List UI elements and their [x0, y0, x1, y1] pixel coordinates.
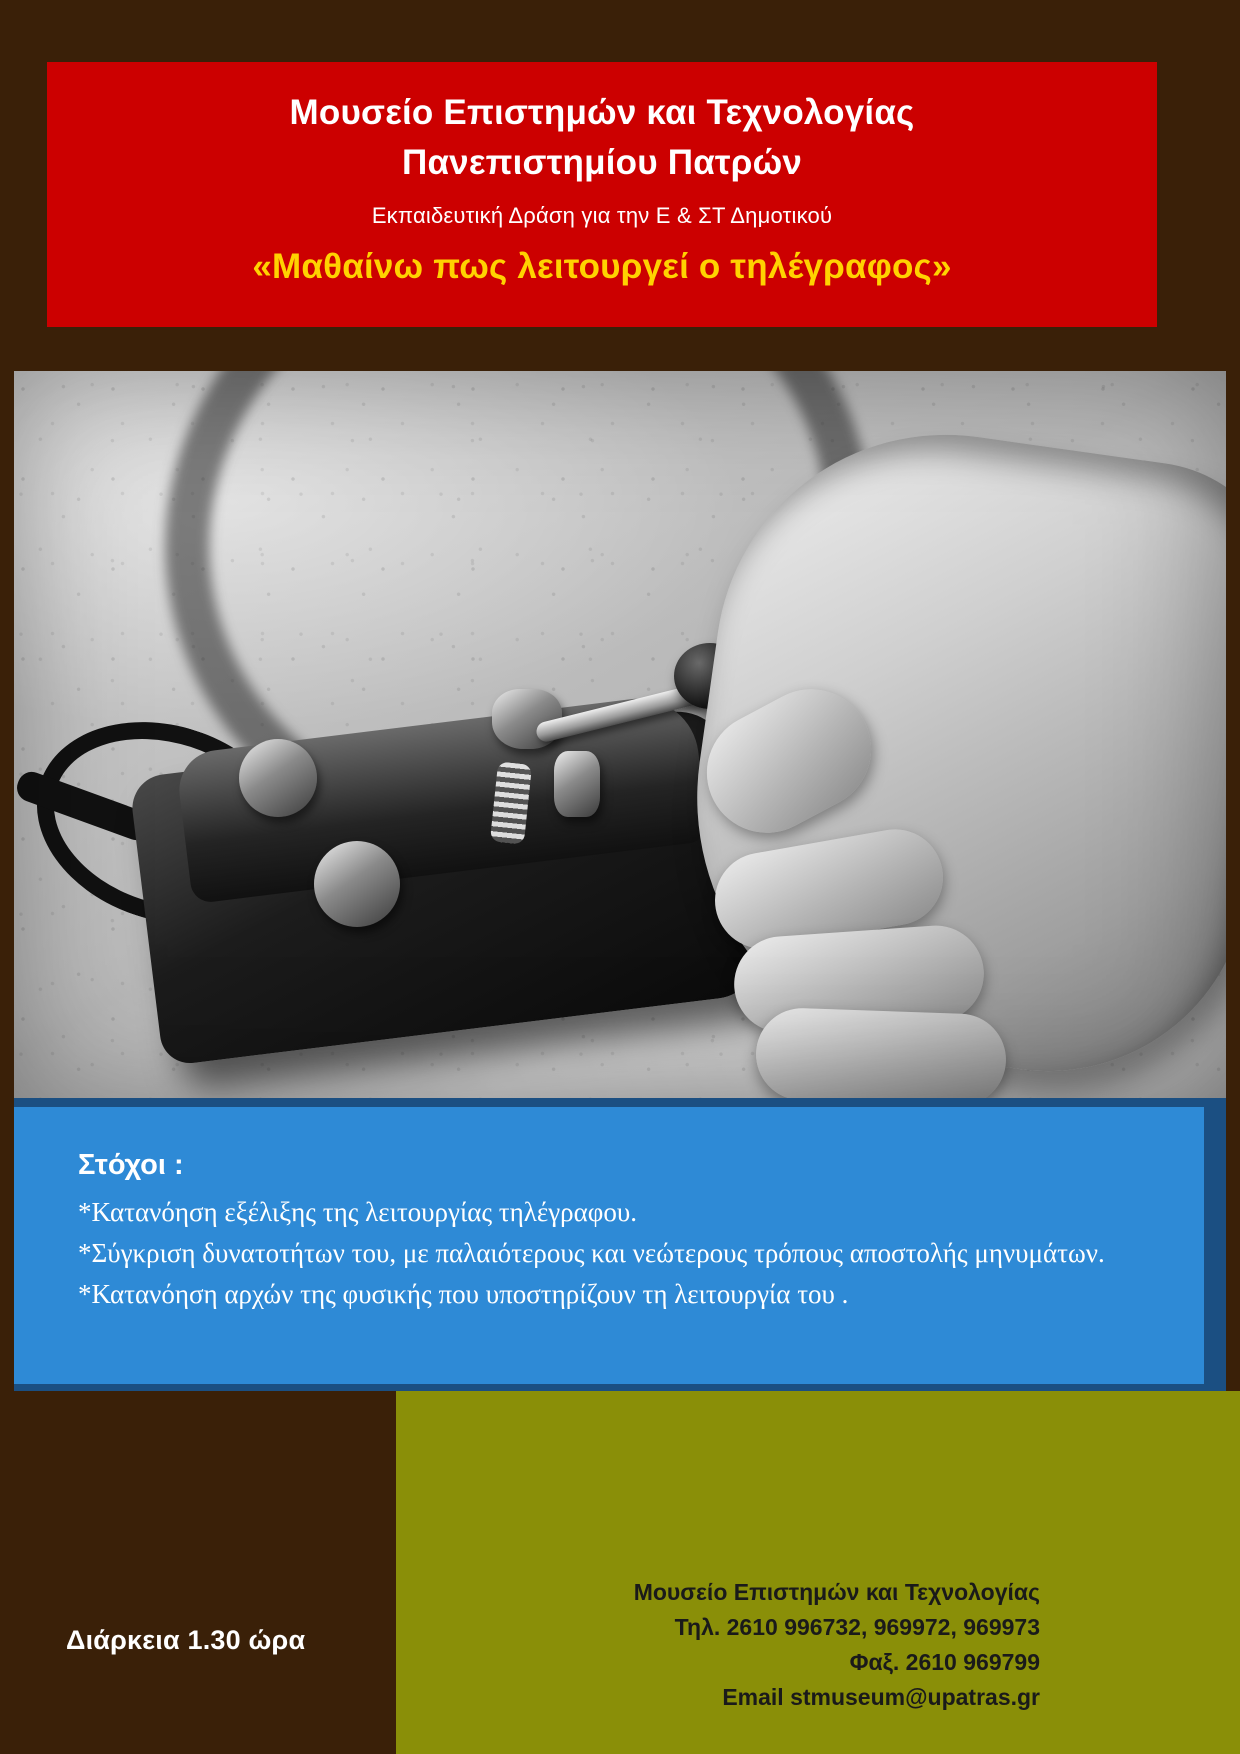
goals-list [78, 1192, 1144, 1315]
contact-email: Email stmuseum@upatras.gr [722, 1683, 1040, 1710]
contact-phone: Τηλ. 2610 996732, 969972, 969973 [674, 1613, 1040, 1640]
header-subtitle: Εκπαιδευτική Δράση για την Ε & ΣΤ Δημοτικού [371, 203, 833, 229]
museum-title [77, 88, 1127, 187]
header-banner [47, 62, 1157, 327]
contact-fax: Φαξ. 2610 969799 [849, 1648, 1040, 1675]
contact-name: Μουσείο Επιστημών και Τεχνολογίας [633, 1579, 1040, 1605]
telegraph-photo [14, 371, 1226, 1098]
footer-left-block [0, 1391, 396, 1754]
goals-section [14, 1107, 1204, 1384]
duration-label: Διάρκεια 1.30 ώρα [66, 1625, 306, 1655]
activity-title: «Μαθαίνω πως λειτουργεί ο τηλέγραφος» [252, 247, 952, 287]
goals-item: *Κατανόηση εξέλιξης της λειτουργίας τηλέγραφου. [78, 1197, 637, 1227]
museum-title-line2: Πανεπιστημίου Πατρών [401, 142, 803, 182]
museum-title-line1: Μουσείο Επιστημών και Τεχνολογίας [289, 93, 915, 132]
photo-vignette [14, 371, 1226, 1098]
goals-item: *Σύγκριση δυνατοτήτων του, με παλαιότερους και νεώτερους τρόπους αποστολής μηνυμάτων. [78, 1238, 1105, 1269]
contact-info [634, 1575, 1040, 1715]
goals-title: Στόχοι : [78, 1149, 184, 1181]
goals-item: *Κατανόηση αρχών της φυσικής που υποστηρίζουν τη λειτουργία του . [78, 1279, 849, 1310]
